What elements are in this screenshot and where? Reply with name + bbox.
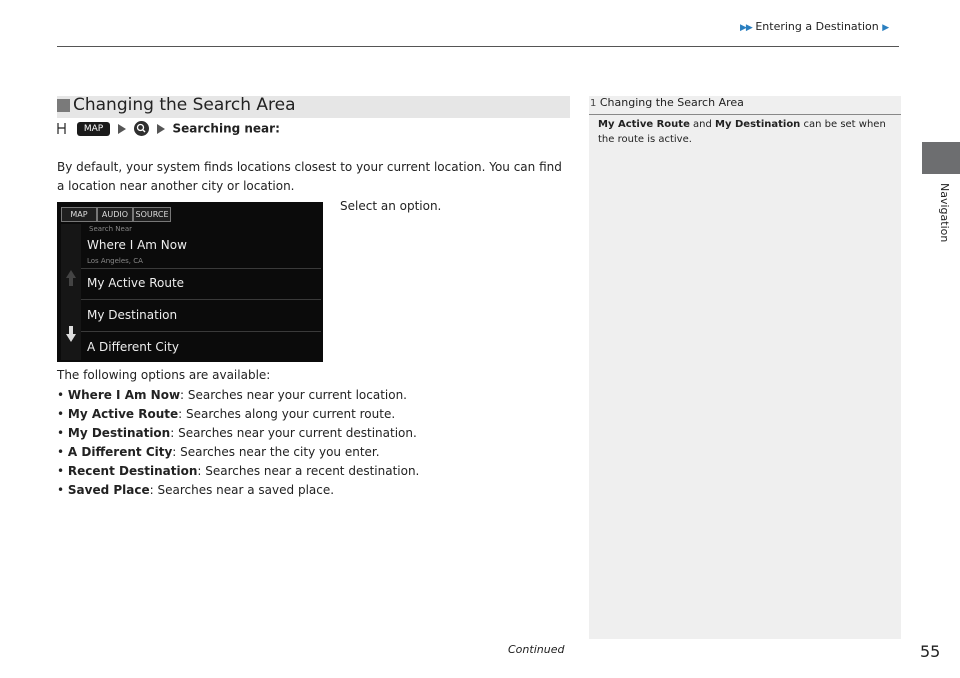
page-number: 55 <box>920 642 941 661</box>
chapter-label: Navigation <box>938 183 951 243</box>
triangle-icon: ▶▶ <box>740 23 752 33</box>
path-destination: Searching near: <box>172 121 280 136</box>
map-button: MAP <box>77 122 110 136</box>
triangle-icon: ▶ <box>882 23 889 33</box>
navigation-path <box>57 121 280 141</box>
continued-label: Continued <box>508 643 565 656</box>
screen-item-my-active-route: My Active Route <box>87 276 185 290</box>
chapter-tab <box>922 142 960 174</box>
screen-item-where-i-am-now: Where I Am Now <box>87 238 187 252</box>
screen-item-different-city: A Different City <box>87 340 179 354</box>
scroll-bar <box>61 224 81 360</box>
list-item: • A Different City: Searches near the city you enter. <box>57 445 380 459</box>
screen-divider <box>81 299 321 300</box>
screen-audio-button: AUDIO <box>97 207 133 222</box>
arrow-right-icon <box>118 124 126 134</box>
note-rule <box>589 114 901 115</box>
options-list <box>57 386 419 500</box>
intro-text: By default, your system finds locations closest to your current location. You can find a location near another city or location. <box>57 160 562 193</box>
search-icon <box>134 121 149 136</box>
list-item: • Saved Place: Searches near a saved place. <box>57 483 335 497</box>
screen-map-button: MAP <box>61 207 97 222</box>
note-text: My Active Route and My Destination can be set when the route is active. <box>598 119 886 145</box>
home-icon <box>57 122 67 135</box>
breadcrumb-label: Entering a Destination <box>755 20 879 33</box>
arrow-right-icon <box>157 124 165 134</box>
screen-item-my-destination: My Destination <box>87 308 178 322</box>
list-item: • My Destination: Searches near your current destination. <box>57 426 417 440</box>
screen-list-label: Search Near <box>89 225 132 233</box>
screen-source-button: SOURCE <box>133 207 171 222</box>
note-panel <box>589 96 901 639</box>
list-item: • Recent Destination: Searches near a recent destination. <box>57 464 420 478</box>
section-marker <box>57 99 70 112</box>
list-item: • Where I Am Now: Searches near your current location. <box>57 388 407 402</box>
section-title: Changing the Search Area <box>73 95 296 115</box>
instruction-text: Select an option. <box>340 199 442 213</box>
list-item: • My Active Route: Searches along your current route. <box>57 407 396 421</box>
note-title: 1 Changing the Search Area <box>590 96 744 109</box>
screen-divider <box>81 268 321 269</box>
breadcrumb <box>740 20 888 33</box>
screenshot-search-near <box>57 202 323 362</box>
options-intro: The following options are available: <box>57 368 271 382</box>
screen-divider <box>81 331 321 332</box>
screen-item-sub: Los Angeles, CA <box>87 257 143 265</box>
header-rule <box>57 46 899 47</box>
note-icon: 1 <box>590 98 597 109</box>
